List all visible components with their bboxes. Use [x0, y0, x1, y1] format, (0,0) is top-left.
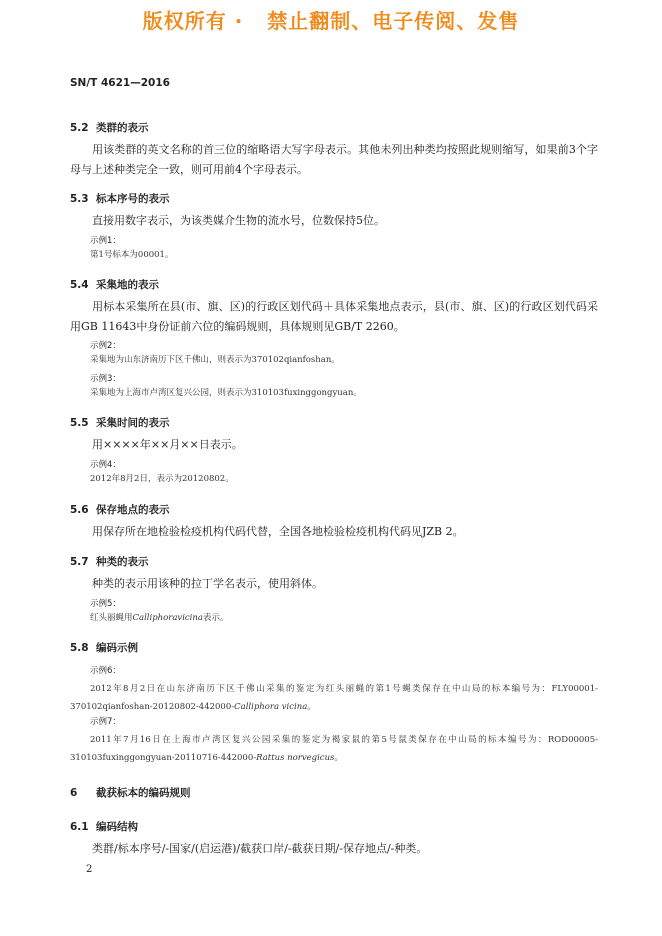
example-text: 红头丽蝇用Calliphoravicina表示。	[90, 613, 229, 623]
paragraph-5-7: 种类的表示用该种的拉丁学名表示，使用斜体。	[92, 577, 323, 590]
example-label: 示例3：	[90, 374, 121, 384]
paragraph-6-1: 类群/标本序号/-国家/(启运港)/截获口岸/-截获日期/-保存地点/-种类。	[92, 842, 428, 855]
heading-5-3	[70, 191, 170, 206]
paragraph-5-4: 用标本采集所在县(市、旗、区)的行政区划代码＋具体采集地点表示，县(市、旗、区)的行政区划代码采用GB 11643中身份证前六位的编码规则，具体规则见GB/T 2260。	[70, 300, 598, 333]
heading-number: 5.8	[70, 642, 89, 654]
example-label: 示例7：	[90, 717, 121, 727]
paragraph-5-2: 用该类群的英文名称的首三位的缩略语大写字母表示。其他未列出种类均按照此规则缩写，如果前3个字母与上述种类完全一致，则可用前4个字母表示。	[70, 143, 598, 176]
species-name: Calliphoravicina	[132, 613, 203, 623]
example-text: 采集地为山东济南历下区千佛山，则表示为370102qianfoshan。	[90, 355, 340, 365]
example-label: 示例6：	[90, 666, 121, 676]
heading-title: 采集地的表示	[96, 279, 159, 291]
example-text: 2012年8月2日在山东济南历下区千佛山采集的鉴定为红头丽蝇的第1号蝇类保存在中山局的标本编号为：FLY00001-370102qianfoshan-20120802-442000-Calliphora vicina。	[70, 684, 598, 712]
heading-number: 5.3	[70, 193, 89, 205]
heading-number: 5.5	[70, 417, 89, 429]
example-label: 示例5：	[90, 599, 121, 609]
heading-5-5	[70, 415, 170, 430]
heading-title: 保存地点的表示	[96, 504, 170, 516]
heading-5-8	[70, 640, 138, 655]
heading-number: 6.1	[70, 821, 89, 833]
example-text: 第1号标本为00001。	[90, 250, 174, 260]
heading-title: 编码示例	[96, 642, 138, 654]
heading-title: 种类的表示	[96, 556, 149, 568]
example-label: 示例1：	[90, 236, 121, 246]
example-text: 2012年8月2日，表示为20120802。	[90, 474, 234, 484]
standard-code: SN/T 4621—2016	[70, 77, 170, 89]
heading-5-6	[70, 502, 170, 517]
heading-title: 编码结构	[96, 821, 138, 833]
heading-number: 5.7	[70, 556, 89, 568]
paragraph-5-5: 用××××年××月××日表示。	[92, 438, 243, 451]
example-text: 采集地为上海市卢湾区复兴公园，则表示为310103fuxinggongyuan。	[90, 388, 362, 398]
heading-number: 5.6	[70, 504, 89, 516]
example-label: 示例4：	[90, 460, 121, 470]
example-text: 2011年7月16日在上海市卢湾区复兴公园采集的鉴定为褐家鼠的第5号鼠类保存在中山局的标本编号为：ROD00005-310103fuxinggongyuan-20110716-442000-Rattus norvegicus。	[70, 735, 598, 763]
heading-number: 6	[70, 787, 78, 799]
heading-title: 标本序号的表示	[96, 193, 170, 205]
paragraph-5-3: 直接用数字表示，为该类媒介生物的流水号，位数保持5位。	[92, 214, 385, 227]
heading-5-7	[70, 554, 149, 569]
example-label: 示例2：	[90, 341, 121, 351]
species-name: Calliphora vicina	[234, 702, 308, 712]
copyright-watermark: 版权所有 · 禁止翻制、电子传阅、发售	[142, 9, 520, 33]
heading-5-2	[70, 120, 149, 135]
page-number: 2	[86, 864, 93, 875]
heading-title: 截获标本的编码规则	[96, 787, 191, 799]
heading-number: 5.4	[70, 279, 89, 291]
heading-title: 采集时间的表示	[96, 417, 170, 429]
heading-title: 类群的表示	[96, 122, 149, 134]
paragraph-5-6: 用保存所在地检验检疫机构代码代替，全国各地检验检疫机构代码见JZB 2。	[92, 525, 464, 538]
heading-6	[70, 785, 191, 800]
heading-6-1	[70, 819, 138, 834]
species-name: Rattus norvegicus	[256, 753, 335, 763]
heading-5-4	[70, 277, 159, 292]
heading-number: 5.2	[70, 122, 89, 134]
